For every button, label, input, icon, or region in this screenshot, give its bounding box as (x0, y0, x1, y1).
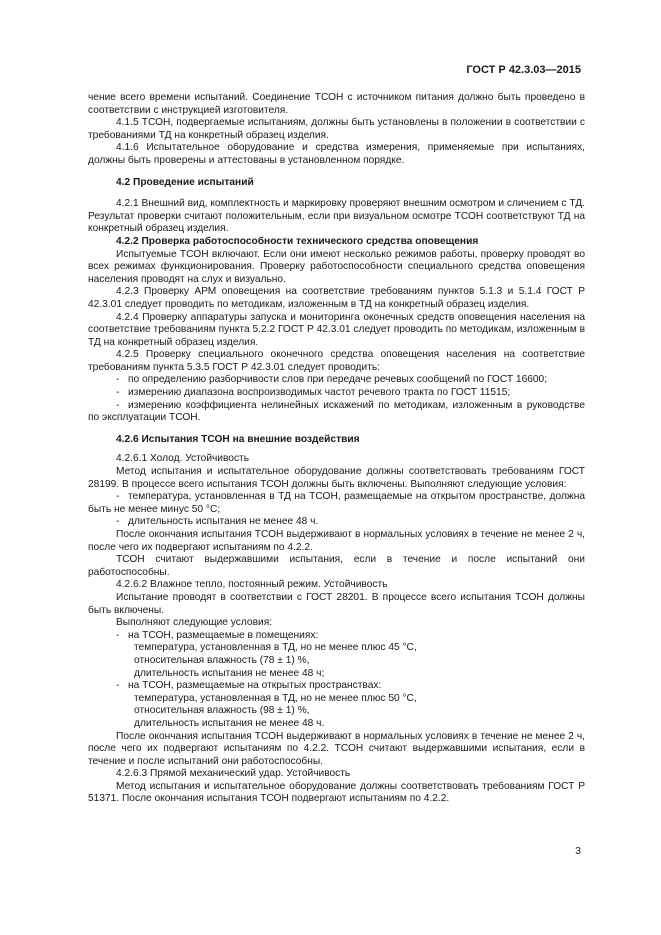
paragraph: 4.2.5 Проверку специального оконечного средства оповещения населения на соответствие требованиям пункта 5.3.5 ГОСТ Р 42.3.01 следует проводить: (88, 349, 585, 373)
section-heading: 4.2.6 Испытания ТСОН на внешние воздействия (116, 433, 360, 445)
section-heading: 4.2 Проведение испытаний (116, 176, 254, 188)
document-body (88, 92, 585, 806)
sub-list-item: относительная влажность (98 ± 1) %, (134, 705, 310, 717)
sub-list-item: температура, установленная в ТД, но не менее плюс 45 °С, (134, 642, 417, 654)
paragraph: 4.2.1 Внешний вид, комплектность и маркировку проверяют внешним осмотром и сличением с ТД. Результат проверки считают положительным, если при визуальном осмотре ТСОН соответствуют ТД на конкретный образец изделия. (88, 198, 585, 235)
list-item: - измерению коэффициента нелинейных искажений по методикам, изложенным в руководстве по эксплуатации ТСОН. (88, 399, 585, 424)
paragraph: чение всего времени испытаний. Соединение ТСОН с источником питания должно быть проведено в соответствии с инструкцией изготовителя. (88, 92, 585, 116)
sub-list-item: относительная влажность (78 ± 1) %, (134, 654, 310, 666)
section-heading: 4.2.2 Проверка работоспособности технического средства оповещения (116, 235, 479, 247)
list-item: - на ТСОН, размещаемые в помещениях: (116, 629, 319, 641)
subsection-heading: 4.2.6.1 Холод. Устойчивость (116, 453, 250, 465)
paragraph: 4.2.4 Проверку аппаратуры запуска и мониторинга оконечных средств оповещения населения на соответствие требованиям пункта 5.2.2 ГОСТ Р 42.3.01 следует проводить по методикам, изложенным в ТД на конкретный образец изделия. (88, 311, 585, 348)
list-item: - температура, установленная в ТД на ТСОН, размещаемые на открытом пространстве, должна быть не менее минус 50 °С; (88, 491, 585, 515)
list-item: - по определению разборчивости слов при передаче речевых сообщений по ГОСТ 16600; (116, 374, 548, 386)
subsection-heading: 4.2.6.3 Прямой механический удар. Устойчивость (116, 768, 351, 780)
subsection-heading: 4.2.6.2 Влажное тепло, постоянный режим. Устойчивость (116, 579, 388, 591)
paragraph: Выполняют следующие условия: (116, 617, 273, 629)
paragraph: Метод испытания и испытательное оборудование должны соответствовать требованиям ГОСТ 28199. В процессе всего испытания ТСОН должны быть включены. Выполняют следующие условия: (88, 466, 585, 490)
list-item: - на ТСОН, размещаемые на открытых пространствах: (116, 680, 382, 692)
page-number: 3 (575, 845, 581, 857)
paragraph: Испытуемые ТСОН включают. Если они имеют несколько режимов работы, проверку проводят во всех режимах функционирования. Проверку работоспособности специального средства оповещения населения проводят на слух и визуально. (88, 248, 585, 285)
list-item: - измерению диапазона воспроизводимых частот речевого тракта по ГОСТ 11515; (116, 387, 511, 399)
document-header: ГОСТ Р 42.3.03—2015 (466, 64, 581, 76)
sub-list-item: длительность испытания не менее 48 ч. (134, 717, 325, 729)
paragraph: После окончания испытания ТСОН выдерживают в нормальных условиях в течение не менее 2 ч, после чего их подвергают испытаниям по 4.2.2. ТСОН считают выдержавшими испытания, если в течение и после испытаний они работоспособны. (88, 730, 585, 767)
paragraph: 4.1.6 Испытательное оборудование и средства измерения, применяемые при испытаниях, должны быть проверены и аттестованы в установленном порядке. (88, 142, 585, 166)
paragraph: Испытание проводят в соответствии с ГОСТ 28201. В процессе всего испытания ТСОН должны быть включены. (88, 591, 585, 616)
paragraph: После окончания испытания ТСОН выдерживают в нормальных условиях в течение не менее 2 ч, после чего их подвергают испытаниям по 4.2.2. (88, 529, 585, 553)
paragraph: ТСОН считают выдержавшими испытания, если в течение и после испытаний они работоспособны. (88, 554, 585, 578)
paragraph: 4.1.5 ТСОН, подвергаемые испытаниям, должны быть установлены в положении в соответствии с требованиями ТД на конкретный образец изделия. (88, 117, 585, 141)
sub-list-item: длительность испытания не менее 48 ч; (134, 667, 325, 679)
paragraph: 4.2.3 Проверку АРМ оповещения на соответствие требованиям пунктов 5.1.3 и 5.1.4 ГОСТ Р 42.3.01 следует проводить по методикам, изложенным в ТД на конкретный образец изделия. (88, 286, 585, 310)
list-item: - длительность испытания не менее 48 ч. (116, 516, 319, 528)
sub-list-item: температура, установленная в ТД, но не менее плюс 50 °С, (134, 692, 417, 704)
paragraph: Метод испытания и испытательное оборудование должны соответствовать требованиям ГОСТ Р 51371. После окончания испытания ТСОН подвергают испытаниям по 4.2.2. (88, 780, 585, 805)
